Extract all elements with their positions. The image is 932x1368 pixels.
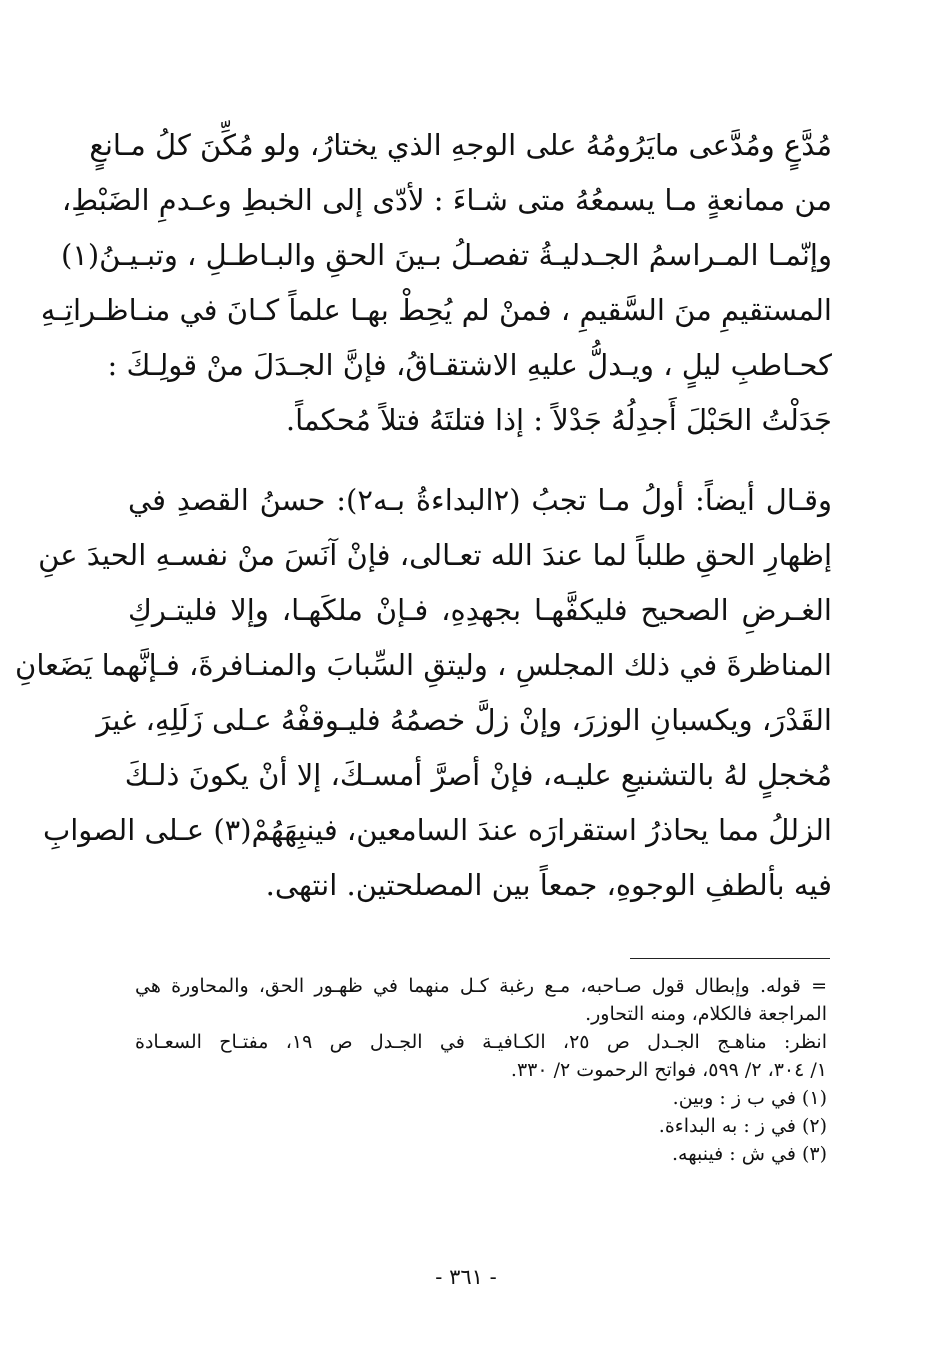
text-line: المستقيمِ منَ السَّقيمِ ، فمنْ لم يُحِطْ بهـا علماً كـانَ في منـاظـراتِـهِ [40,293,832,327]
footnote-1: (١) في ب ز : وبين. [672,1087,827,1109]
text-line: المناظرةَ في ذلك المجلسِ ، وليتقِ السِّبابَ والمنـافرةَ، فـإنَّهما يَضَعانِ [15,648,832,682]
text-line: وإنّمـا المـراسمُ الجـدليـةُ تفصـلُ بـينَ الحقِ والبـاطـلِ ، وتبـيـنُ(١) [60,238,832,272]
text-line: من ممانعةٍ مـا يسمعُهُ متى شـاءَ : لأدّى إلى الخبطِ وعـدمِ الضَبْطِ، [61,183,832,217]
footnote-reference-line: انظر: مناهـج الجـدل ص ٢٥، الكـافيـة في الجـدل ص ١٩، مفتـاح السعـادة [135,1031,828,1053]
footnote-continuation-line: = قوله. وإبطال قول صـاحبه، مـع رغبة كـل منهما في ظهـور الحق، والمحاورة هي [135,975,827,997]
text-line: القَدْرَ، ويكسبانِ الوزرَ، وإنْ زلَّ خصمُهُ فليـوقفْهُ عـلى زَلَلِهِ، غيرَ [96,703,832,737]
text-line: الغـرضِ الصحيح فليكفَّهـا بجهدِهِ، فـإنْ ملكَهـا، وإلا فليتـركِ [128,593,832,627]
footnote-separator [630,958,830,959]
footnote-2: (٢) في ز : به البداءة. [658,1115,827,1137]
text-line: وقـال أيضاً: أولُ مـا تجبُ (٢البداءةُ بـه٢): حسنُ القصدِ في [128,483,832,517]
text-line: كحـاطبِ ليلٍ ، ويـدلُّ عليهِ الاشتقـاقُ، فإنَّ الجـدَلَ منْ قولِـكَ : [107,348,832,382]
footnote-3: (٣) في ش : فينبهه. [672,1143,827,1165]
text-line: جَدَلْتُ الحَبْلَ أَجدِلُهُ جَدْلاً : إذا فتلتَهُ فتلاً مُحكماً. [285,403,832,437]
main-paragraph-1 [40,118,832,448]
page-number: - ٣٦١ - [435,1265,497,1289]
text-line: مُدَّعٍ ومُدَّعى مايَرُومُهُ على الوجهِ الذي يختارُ، ولو مُكِّنَ كلُ مـانعٍ [89,128,832,162]
footnotes [135,972,827,1168]
text-line: إظهارِ الحقِ طلباً لما عندَ الله تعـالى، فإنْ آنَسَ منْ نفسـهِ الحيدَ عنِ [38,538,832,572]
footnote-continuation-line: المراجعة فالكلام، ومنه التحاور. [585,1003,827,1025]
text-line: الزللُ مما يحاذرُ استقرارَه عندَ السامعين، فينبِهَهُمْ(٣) عـلى الصوابِ [42,813,832,847]
text-line: فيه بألطفِ الوجوهِ، جمعاً بين المصلحتين. انتهى. [265,868,832,902]
text-line: مُخجلٍ لهُ بالتشنيعِ عليـه، فإنْ أصرَّ أمسـكَ، إلا أنْ يكونَ ذلـكَ [124,758,832,792]
footnote-reference-line: ١/ ٣٠٤، ٢/ ٥٩٩، فواتح الرحموت ٢/ ٣٣٠. [510,1059,827,1081]
main-paragraph-2 [15,473,832,913]
